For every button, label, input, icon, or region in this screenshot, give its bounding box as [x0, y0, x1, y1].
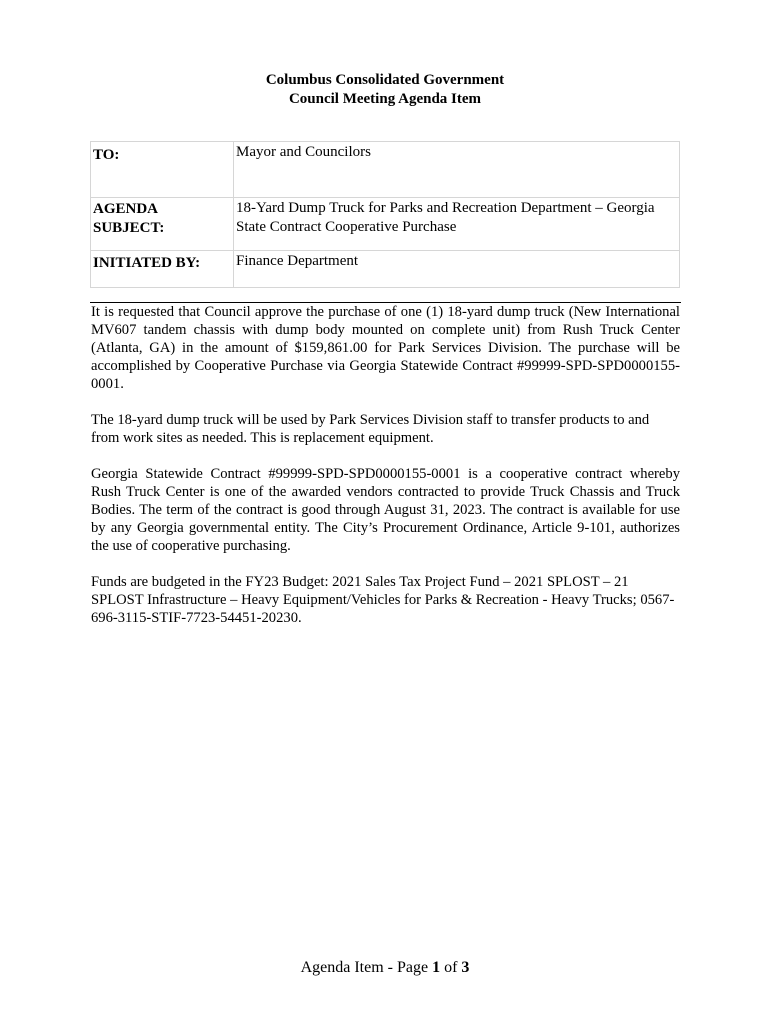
document-title: Council Meeting Agenda Item — [288, 91, 482, 107]
subject-row — [91, 198, 680, 251]
current-page-number: 1 — [432, 959, 441, 976]
to-value: Mayor and Councilors — [234, 142, 680, 198]
to-label: TO: — [91, 142, 234, 198]
agenda-info-table — [90, 141, 680, 288]
funding-paragraph: Funds are budgeted in the FY23 Budget: 2021 Sales Tax Project Fund – 2021 SPLOST – 21 SPLOST Infrastructure – Heavy Equipment/Vehicles for Parks & Recreation - Heavy Trucks; 0567-696-3115-STIF-7723-54451-20230. — [91, 574, 675, 626]
footer-of: of — [440, 959, 462, 976]
subject-label — [91, 198, 234, 251]
subject-value: 18-Yard Dump Truck for Parks and Recreation Department – Georgia State Contract Cooperative Purchase — [234, 198, 680, 251]
to-row — [91, 142, 680, 198]
page-footer — [0, 958, 770, 978]
request-paragraph: It is requested that Council approve the purchase of one (1) 18-yard dump truck (New International MV607 tandem chassis with dump body mounted on complete unit) from Rush Truck Center (Atlanta, GA) in the amount of $159,861.00 for Park Services Division. The purchase will be accomplished by Cooperative Purchase via Georgia Statewide Contract #99999-SPD-SPD0000155-0001. — [91, 304, 680, 392]
government-name: Columbus Consolidated Government — [265, 72, 505, 88]
footer-prefix: Agenda Item - Page — [300, 959, 433, 976]
subject-label-line2: SUBJECT: — [93, 220, 165, 236]
initiated-row — [91, 251, 680, 288]
total-page-count: 3 — [461, 959, 470, 976]
subject-label-line1: AGENDA — [93, 201, 159, 217]
agenda-body — [91, 303, 680, 645]
contract-paragraph: Georgia Statewide Contract #99999-SPD-SPD0000155-0001 is a cooperative contract whereby Rush Truck Center is one of the awarded vendors contracted to provide Truck Chassis and Truck Bodies. The term of the contract is good through August 31, 2023. The contract is available for use by any Georgia governmental entity. The City’s Procurement Ordinance, Article 9-101, authorizes the use of cooperative purchasing. — [91, 466, 680, 554]
initiated-value: Finance Department — [234, 251, 680, 288]
document-header — [0, 71, 770, 109]
usage-paragraph: The 18-yard dump truck will be used by Park Services Division staff to transfer products to and from work sites as needed. This is replacement equipment. — [91, 412, 650, 446]
initiated-label: INITIATED BY: — [91, 251, 234, 288]
